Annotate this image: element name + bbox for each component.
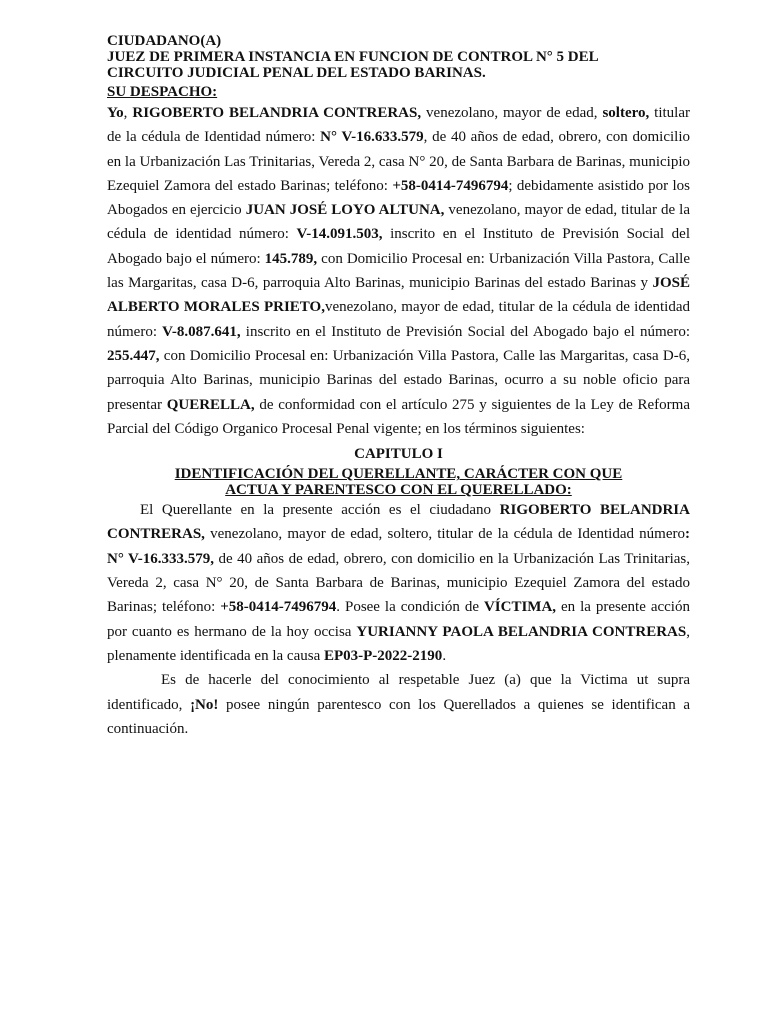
court-line-1: JUEZ DE PRIMERA INSTANCIA EN FUNCION DE CONTROL N° 5 DEL [107,49,599,65]
intro-yo: Yo [107,105,124,121]
civil-status: soltero, [602,105,650,121]
victim-keyword: VÍCTIMA, [483,599,557,616]
lawyer-2-inpre: 255.447, [107,347,160,364]
section-title-line-2: ACTUA Y PARENTESCO CON EL QUERELLADO: [225,482,572,499]
kinship-paragraph: Es de hacerle del conocimiento al respetable Juez (a) que la Victima ut supra identificado, ¡No! posee ningún parentesco con los Querellados a quienes se identifican a continuación. [107,672,691,737]
intro-paragraph: Yo, RIGOBERTO BELANDRIA CONTRERAS, venezolano, mayor de edad, soltero, titular de la cédula de Identidad número: N° V-16.633.579, de 40 años de edad, obrero, con domicilio en la Urbanización Las Trinitarias, Vereda 2, casa N° 20, de Santa Barbara de Barinas, municipio Ezequiel Zamora del estado Barinas; teléfono: +58-0414-7496794; debidamente asistido por los Abogados en ejercicio JUAN JOSÉ LOYO ALTUNA, venezolano, mayor de edad, titular de la cédula de identidad número: V-14.091.503, inscrito en el Instituto de Previsión Social del Abogado bajo el número: 145.789, con Domicilio Procesal en: Urbanización Villa Pastora, Calle las Margaritas, casa D-6, parroquia Alto Barinas, municipio Barinas del estado Barinas y JOSÉ ALBERTO MORALES PRIETO,venezolano, mayor de edad, titular de la cédula de identidad número: V-8.087.641, inscrito en el Instituto de Previsión Social del Abogado bajo el número: 255.447, con Domicilio Procesal en: Urbanización Villa Pastora, Calle las Margaritas, casa D-6, parroquia Alto Barinas, municipio Barinas del estado Barinas, ocurro a su noble oficio para presentar QUERELLA, de conformidad con el artículo 275 y siguientes de la Ley de Reforma Parcial del Código Organico Procesal Penal vigente; en los términos siguientes: [107,105,691,437]
deceased-name: YURIANNY PAOLA BELANDRIA CONTRERAS [356,623,687,640]
lawyer-1-inpre: 145.789, [264,250,318,267]
complainant-id: : N° V-16.333.579, [107,526,690,567]
complainant-id: N° V-16.633.579 [320,129,424,146]
complainant-paragraph: El Querellante en la presente acción es el ciudadano RIGOBERTO BELANDRIA CONTRERAS, venezolano, mayor de edad, soltero, titular de la cédula de Identidad número: N° V-16.333.579, de 40 años de edad, obrero, con domicilio en la Urbanización Las Trinitarias, Vereda 2, casa N° 20, de Santa Barbara de Barinas, municipio Ezequiel Zamora del estado Barinas; teléfono: +58-0414-7496794. Posee la condición de VÍCTIMA, en la presente acción por cuanto es hermano de la hoy occisa YURIANNY PAOLA BELANDRIA CONTRERAS, plenamente identificada en la causa EP03-P-2022-2190. [107,502,690,664]
section-title-line-1: IDENTIFICACIÓN DEL QUERELLANTE, CARÁCTER CON QUE [174,466,623,483]
lawyer-1-name: JUAN JOSÉ LOYO ALTUNA, [245,202,445,219]
complainant-name: RIGOBERTO BELANDRIA CONTRERAS, [132,105,422,121]
su-despacho-heading: SU DESPACHO: [107,84,218,100]
lawyer-2-name: JOSÉ ALBERTO MORALES PRIETO, [107,275,690,316]
document-header [107,33,690,81]
court-line-2: CIRCUITO JUDICIAL PENAL DEL ESTADO BARINAS. [107,65,486,81]
section-title [107,466,690,498]
querella-keyword: QUERELLA, [166,396,255,413]
complainant-phone: +58-0414-7496794 [392,177,509,194]
chapter-title: CAPITULO I [354,446,443,463]
no-emphasis: ¡No! [190,696,219,713]
complainant-phone: +58-0414-7496794 [220,599,337,616]
addressee-line: CIUDADANO(A) [107,33,222,49]
lawyer-2-id: V-8.087.641, [162,323,241,340]
case-number: EP03-P-2022-2190 [323,647,443,664]
lawyer-1-id: V-14.091.503, [296,226,383,243]
complainant-name: RIGOBERTO BELANDRIA CONTRERAS, [107,502,690,543]
document-page [107,33,690,741]
